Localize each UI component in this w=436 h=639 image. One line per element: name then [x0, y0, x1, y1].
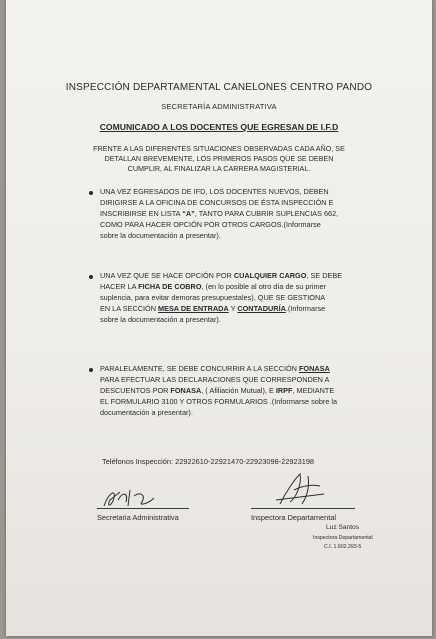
document-page [6, 0, 432, 636]
document-header: INSPECCIÓN DEPARTAMENTAL CANELONES CENTRO PANDO [65, 82, 373, 93]
inspector-signature [272, 470, 332, 510]
inspector-label: Inspectora Departamental [251, 513, 337, 522]
intro-line: DETALLAN BREVEMENTE, LOS PRIMEROS PASOS QUE SE DEBEN [104, 154, 334, 163]
document-heading: COMUNICADO A LOS DOCENTES QUE EGRESAN DE I.F.D [99, 122, 339, 132]
bullet-paragraph-concursos: UNA VEZ EGRESADOS DE IFD, LOS DOCENTES NUEVOS, DEBEN DIRIGIRSE A LA OFICINA DE CONCURSOS DE ÉSTA INSPECCIÓN E INSCRIBIRSE EN LISTA “A”, TANTO PARA CUBRIR SUPLENCIAS 662, COMO PARA HACER OPCIÓN POR OTROS CARGOS.(Informarse sobre la documentación a presentar). [100, 187, 339, 240]
bullet-marker [89, 368, 93, 372]
stamp-id: C.I. 1.602.393-5 [324, 544, 362, 550]
bullet-marker [89, 275, 93, 279]
stamp-title: Inspectora Departamental [313, 535, 373, 541]
document-subheader: SECRETARÍA ADMINISTRATIVA [161, 102, 277, 111]
phone-numbers: Teléfonos Inspección: 22922610-22921470-22923098-22923198 [102, 457, 315, 466]
signature-line [251, 508, 355, 509]
intro-paragraph [6, 144, 432, 174]
stamp-name: Luz Santos [326, 524, 359, 531]
bullet-paragraph-ficha-cobro: UNA VEZ QUE SE HACE OPCIÓN POR CUALQUIER CARGO, SE DEBE HACER LA FICHA DE COBRO, (en lo posible al otro día de su primer suplencia, para evitar demoras presupuestales), QUE SE GESTIONA EN LA SECCIÓN MESA DE ENTRADA Y CONTADURÍA.(Informarse sobre la documentación a presentar). [100, 271, 343, 324]
signature-line [97, 508, 189, 509]
secretary-label: Secretaria Administrativa [97, 513, 179, 522]
secretary-signature [98, 484, 168, 514]
bullet-marker [89, 191, 93, 195]
intro-line: CUMPLIR, AL FINALIZAR LA CARRERA MAGISTERIAL. [127, 164, 311, 173]
intro-line: FRENTE A LAS DIFERENTES SITUACIONES OBSERVADAS CADA AÑO, SE [93, 144, 345, 153]
bullet-paragraph-fonasa: PARALELAMENTE, SE DEBE CONCURRIR A LA SECCIÓN FONASA PARA EFECTUAR LAS DECLARACIONES QUE CORRESPONDEN A DESCUENTOS POR FONASA, ( Afiliación Mutual), E IRPF, MEDIANTE EL FORMULARIO 3100 Y OTROS FORMULARIOS .(Informarse sobre la documentación a presentar). [100, 364, 338, 417]
